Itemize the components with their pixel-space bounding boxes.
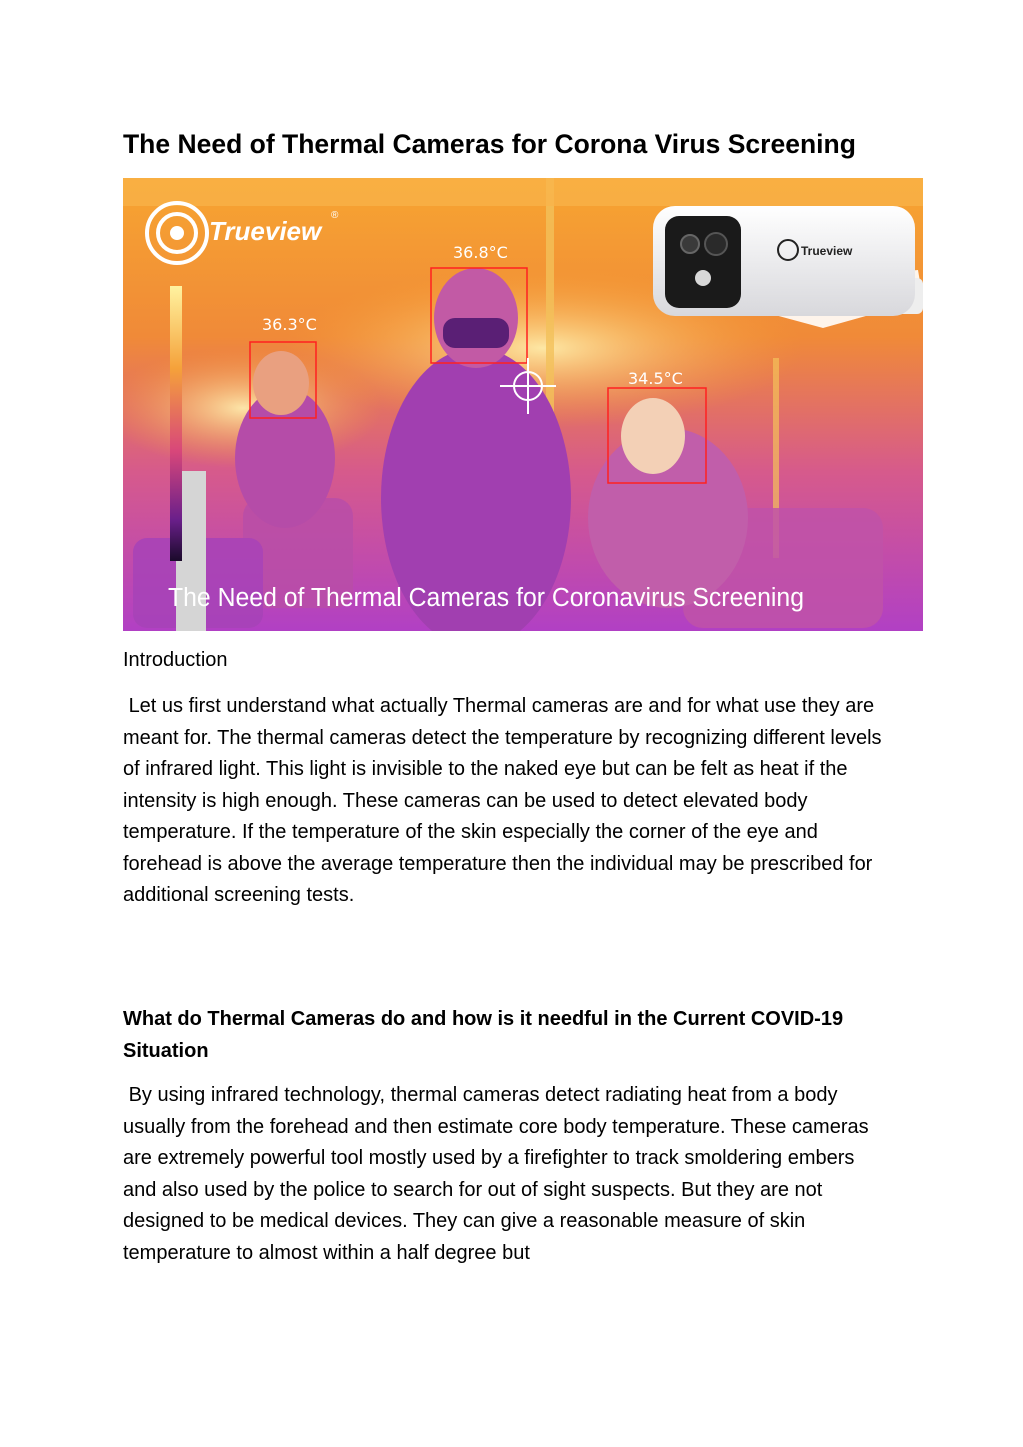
temperature-scale-bar xyxy=(170,286,182,561)
introduction-paragraph: Let us first understand what actually Thermal cameras are and for what use they are meant for. The thermal cameras detect the temperature by recognizing different levels of infrared light. This light is invisible to the naked eye but can be felt as heat if the intensity is high enough. These cameras can be used to detect elevated body temperature. If the temperature of the skin especially the corner of the eye and forehead is above the average temperature then the individual may be prescribed for additional screening tests. xyxy=(123,695,888,906)
temperature-reading-1: 36.8°C xyxy=(453,243,508,262)
trueview-logo-text: Trueview xyxy=(209,216,322,246)
thermal-camera-device xyxy=(653,206,923,328)
covid-section-heading: What do Thermal Cameras do and how is it needful in the Current COVID-19 Situation xyxy=(123,1008,844,1062)
page-title: The Need of Thermal Cameras for Corona Virus Screening xyxy=(123,129,856,159)
covid-section-paragraph: By using infrared technology, thermal cameras detect radiating heat from a body usually from the forehead and then estimate core body temperature. These cameras are extremely powerful tool mostly used by a firefighter to track smoldering embers and also used by the police to search for out of sight suspects. But they are not designed to be medical devices. They can give a reasonable measure of skin temperature to almost within a half degree but xyxy=(123,1084,875,1264)
temperature-reading-3: 34.5°C xyxy=(628,369,683,388)
introduction-label: Introduction xyxy=(123,649,228,671)
thermal-camera-hero-image xyxy=(123,178,923,631)
image-caption: The Need of Thermal Cameras for Coronavirus Screening xyxy=(168,584,804,612)
camera-brand-label: Trueview xyxy=(801,244,853,258)
temperature-reading-2: 36.3°C xyxy=(262,315,317,334)
svg-text:®: ® xyxy=(331,210,339,221)
